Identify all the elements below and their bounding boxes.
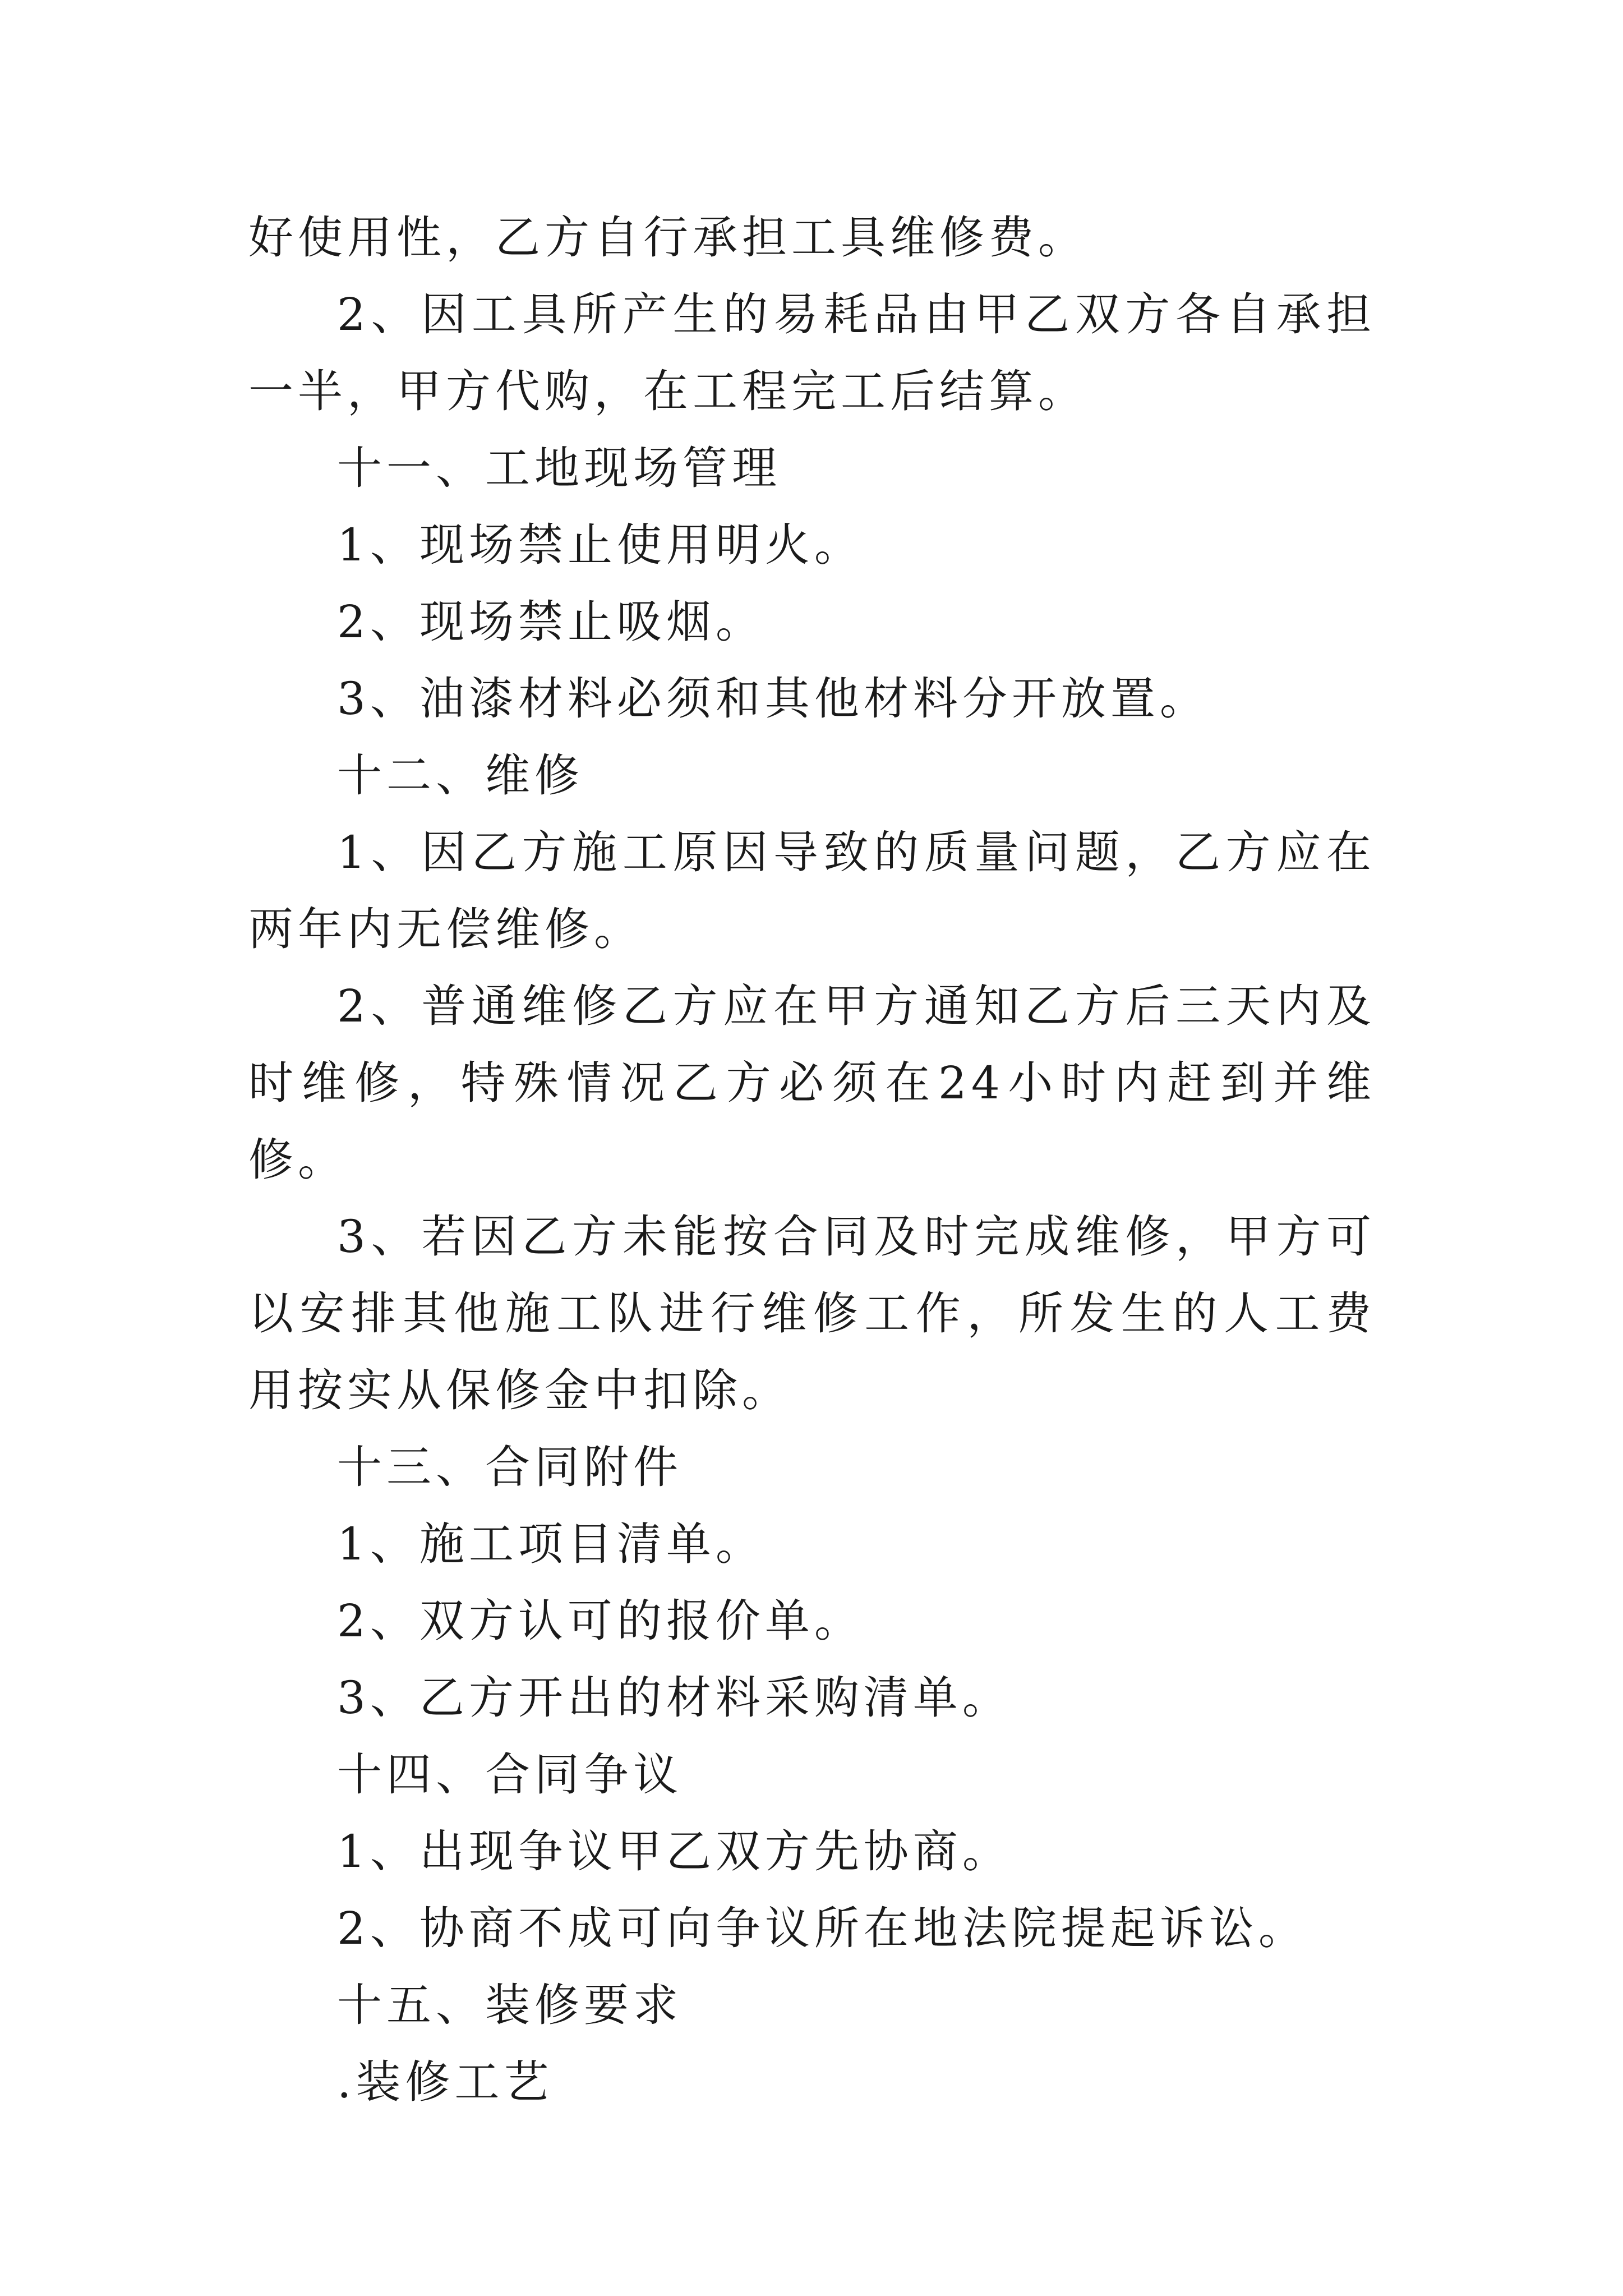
list-item: 1、因乙方施工原因导致的质量问题，乙方应在两年内无偿维修。 — [248, 826, 1376, 955]
list-item: 1、现场禁止使用明火。 — [337, 519, 864, 571]
document-body — [248, 199, 1376, 2120]
list-item: 2、普通维修乙方应在甲方通知乙方后三天内及时维修，特殊情况乙方必须在24小时内赶到并维修。 — [248, 980, 1376, 1186]
list-item: 2、协商不成可向争议所在地法院提起诉讼。 — [337, 1902, 1308, 1954]
section-heading: 十二、维修 — [337, 749, 584, 802]
section-heading: 十四、合同争议 — [337, 1749, 683, 1801]
list-item: 3、乙方开出的材料采购清单。 — [337, 1672, 1012, 1724]
list-item: 1、施工项目清单。 — [337, 1518, 765, 1570]
section-heading: 十一、工地现场管理 — [337, 442, 781, 494]
section-heading: 十三、合同附件 — [337, 1441, 683, 1493]
list-item: 1、出现争议甲乙双方先协商。 — [337, 1825, 1012, 1878]
paragraph: 2、因工具所产生的易耗品由甲乙双方各自承担一半，甲方代购，在工程完工后结算。 — [248, 288, 1376, 417]
list-item: 3、油漆材料必须和其他材料分开放置。 — [337, 673, 1209, 725]
list-item: 3、若因乙方未能按合同及时完成维修，甲方可以安排其他施工队进行维修工作，所发生的人工费用按实从保修金中扣除。 — [248, 1211, 1376, 1416]
paragraph: 好使用性，乙方自行承担工具维修费。 — [248, 211, 1087, 264]
list-item: 2、双方认可的报价单。 — [337, 1595, 864, 1647]
section-heading: 十五、装修要求 — [337, 1979, 683, 2031]
list-item: 2、现场禁止吸烟。 — [337, 596, 765, 648]
subsection-heading: .装修工艺 — [337, 2056, 554, 2108]
